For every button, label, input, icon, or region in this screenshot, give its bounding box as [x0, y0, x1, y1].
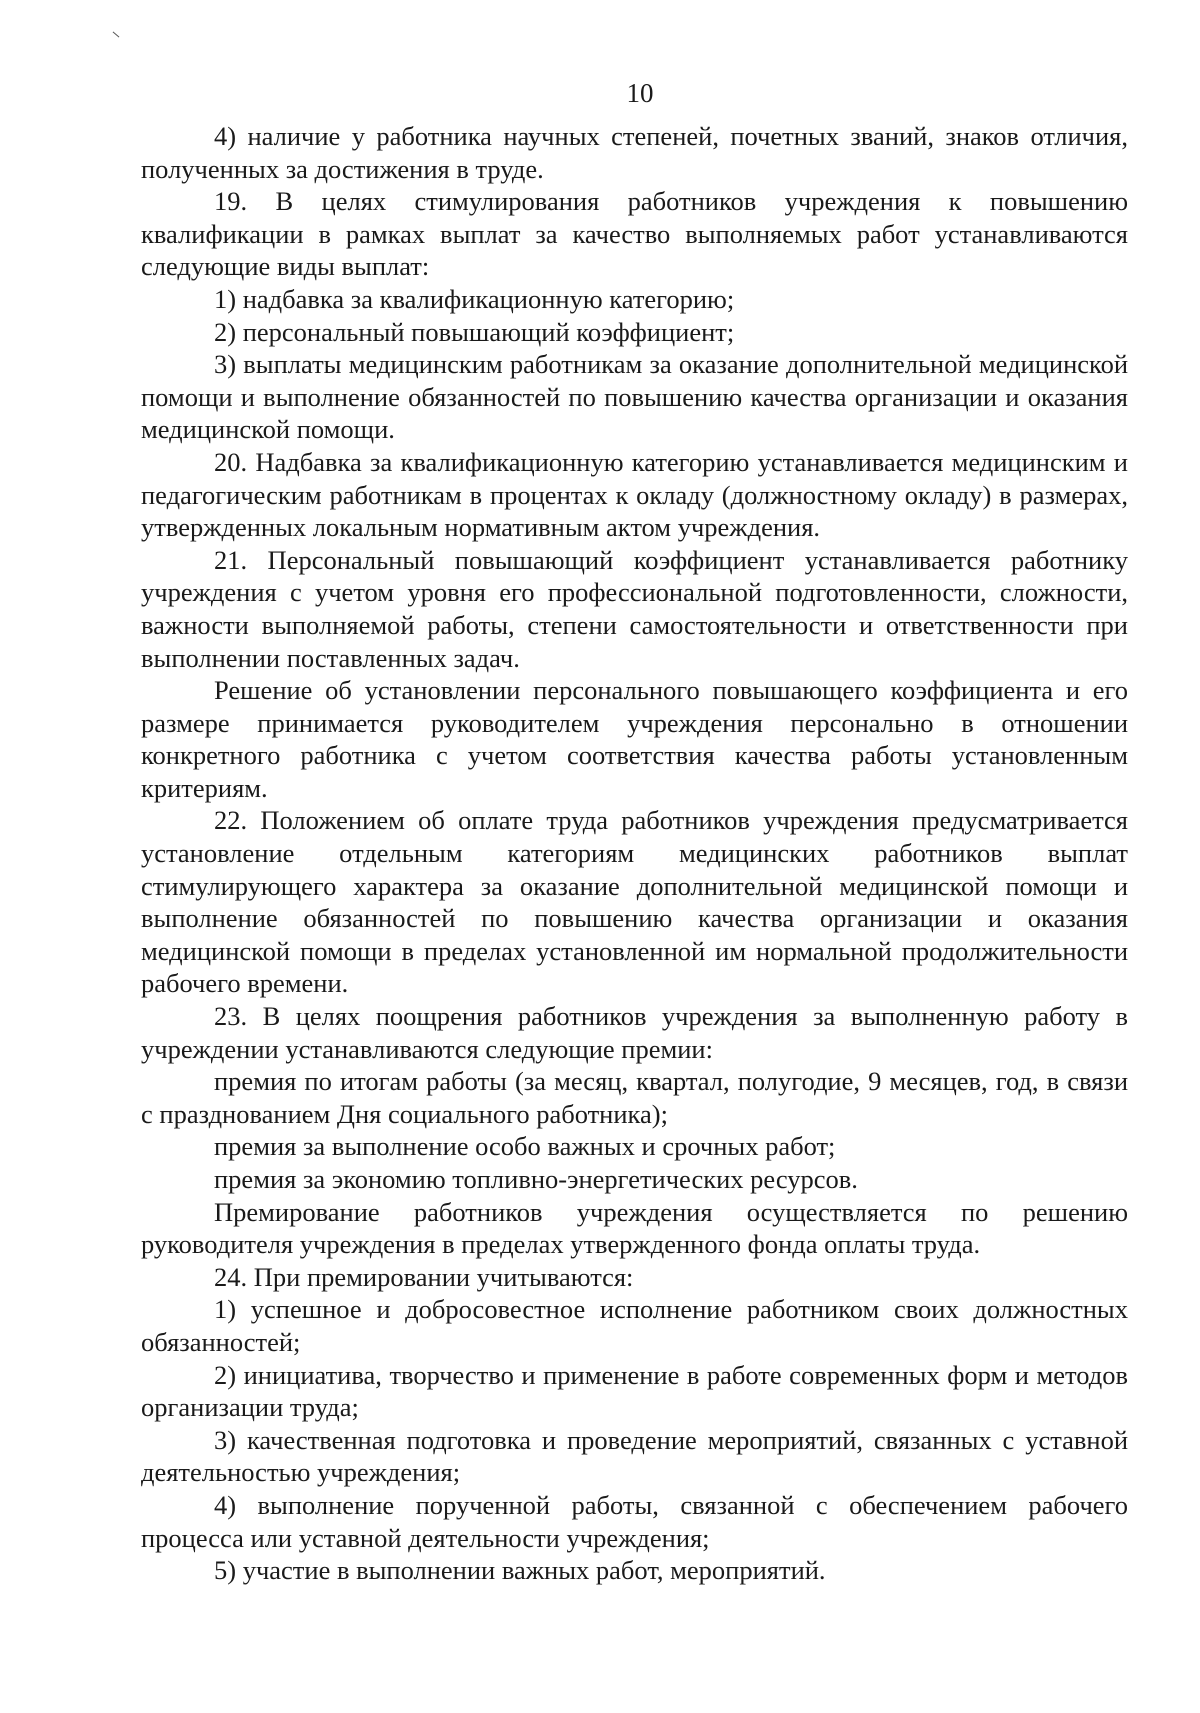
paragraph-24-item-4: 4) выполнение порученной работы, связанной с обеспечением рабочего процесса или уставной деятельности учреждения;: [141, 1489, 1128, 1553]
paragraph-19-item-3: 3) выплаты медицинским работникам за оказание дополнительной медицинской помощи и выполнение обязанностей по повышению качества организации и оказания медицинской помощи.: [141, 349, 1128, 445]
paragraph-21-personal-coefficient: 21. Персональный повышающий коэффициент устанавливается работнику учреждения с учетом уровня его профессиональной подготовленности, сложности, важности выполняемой работы, степени самостоятельности и ответственности при выполнении поставленных задач.: [141, 544, 1128, 673]
paragraph-23-bonus-period: премия по итогам работы (за месяц, квартал, полугодие, 9 месяцев, год, в связи с празднованием Дня социального работника);: [141, 1066, 1128, 1129]
paragraph-23-bonus-decision: Премирование работников учреждения осуществляется по решению руководителя учреждения в пределах утвержденного фонда оплаты труда.: [141, 1196, 1128, 1260]
paragraph-23-bonuses: 23. В целях поощрения работников учреждения за выполненную работу в учреждении устанавливаются следующие премии:: [141, 1001, 1128, 1064]
paragraph-23-bonus-economy: премия за экономию топливно-энергетических ресурсов.: [214, 1164, 858, 1194]
paragraph-24-criteria: 24. При премировании учитываются:: [214, 1261, 634, 1292]
paragraph-21-decision: Решение об установлении персонального повышающего коэффициента и его размере принимается руководителем учреждения персонально в отношении конкретного работника с учетом соответствия качества работы установленным критериям.: [141, 675, 1128, 803]
paragraph-19-item-2: 2) персональный повышающий коэффициент;: [214, 316, 735, 347]
paragraph-20-category-allowance: 20. Надбавка за квалификационную категорию устанавливается медицинским и педагогическим работникам в процентах к окладу (должностному окладу) в размерах, утвержденных локальным нормативным актом учреждения.: [141, 446, 1128, 543]
document-body: [141, 120, 1128, 1587]
paragraph-24-item-5: 5) участие в выполнении важных работ, мероприятий.: [214, 1555, 826, 1586]
paragraph-19-item-1: 1) надбавка за квалификационную категорию;: [214, 283, 735, 314]
paragraph-24-item-3: 3) качественная подготовка и проведение мероприятий, связанных с уставной деятельностью учреждения;: [141, 1424, 1128, 1488]
paragraph-24-item-2: 2) инициатива, творчество и применение в работе современных форм и методов организации труда;: [141, 1359, 1128, 1423]
paragraph-19-qualification-payments: 19. В целях стимулирования работников учреждения к повышению квалификации в рамках выплат за качество выполняемых работ устанавливаются следующие виды выплат:: [141, 186, 1128, 282]
page-number: 10: [626, 78, 654, 108]
scan-artifact-mark: [113, 32, 120, 38]
paragraph-item-4-academic-degrees: 4) наличие у работника научных степеней, почетных званий, знаков отличия, полученных за достижения в труде.: [141, 121, 1128, 184]
paragraph-23-bonus-urgent: премия за выполнение особо важных и срочных работ;: [214, 1131, 836, 1162]
paragraph-22-medical-payments: 22. Положением об оплате труда работников учреждения предусматривается установление отдельным категориям медицинских работников выплат стимулирующего характера за оказание дополнительной медицинской помощи и выполнение обязанностей по повышению качества организации и оказания медицинской помощи в пределах установленной им нормальной продолжительности рабочего времени.: [141, 805, 1128, 999]
paragraph-24-item-1: 1) успешное и добросовестное исполнение работником своих должностных обязанностей;: [141, 1294, 1128, 1357]
